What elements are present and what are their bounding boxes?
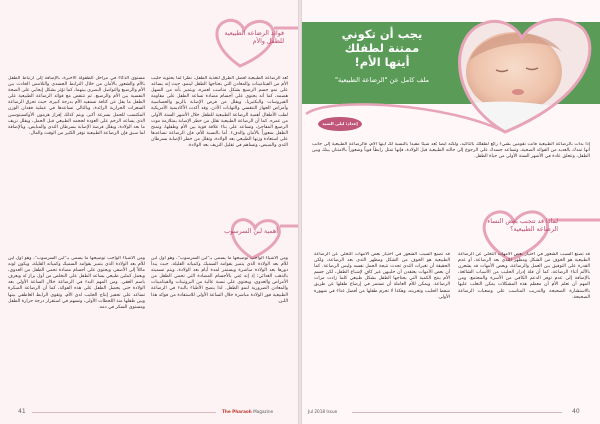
colostrum-column-right: ومن الأشياء الواجب توضيحها ما يسمى بـ"لبن السرسوب"، وهو أول لبن للأم بعد الولادة الذي يتميز بقوامه السميك وكمياته القليلة، حيث يبدأ دورها بعد الولادة مباشرة ويستمر لمدة أيام بعد الولادة، ويتم تسميته بالذهب الغذائي؛ إذ إنه غني بالأجسام المضادة التي تحمي الطفل من الأمراض والعدوى، ويحتوي على نسبة عالية من البروتينات والفيتامينات والمعادن الضرورية لنمو الطفل. لذا ينصح الأطباء بالبدء في الرضاعة الطبيعية فور الولادة مباشرة خلال الساعة الأولى للاستفادة من فوائد هذا اللبن. [151, 256, 288, 304]
hero-title-line1: يجب أن تكوني [341, 27, 423, 41]
magazine-brand [222, 409, 273, 414]
heart-outline-decoration-2 [226, 214, 300, 262]
footer-rule-right [352, 412, 562, 413]
colostrum-column-left: ومن الأشياء الواجب توضيحها ما يسمى بـ"لبن السرسوب"، وهو أول لبن للأم بعد الولادة الذي يتميز بقوامه السميك وكمياته القليلة، ويكون لونه مائلاً إلى الأصفر، ويحتوي على أجسام مضادة تحمي الطفل من العدوى، ويعمل كملين طبيعي يساعد الطفل على التخلص من أول براز له ويعرف باسم العقي. ومن المهم البدء في الرضاعة خلال الساعة الأولى بعد الولادة حتى يحصل الطفل على هذه الفوائد، كما أن الرضاعة المبكرة تساعد على تحفيز إنتاج الحليب لدى الأم، وتقوي الرابط العاطفي بينها وبين طفلها منذ اللحظات الأولى، وتسهم في استقرار درجة حرارة الطفل ومستوى السكر في دمه. [8, 256, 145, 310]
hero-banner [300, 0, 600, 140]
right-page [300, 0, 600, 424]
left-footer [0, 408, 300, 418]
avoid-column-right: قد تصنع السبب الشعور في اختيار بعض الأمهات التخلي عن الرضاعة الطبيعية هو الخوف من الشكل ومظهر الثدي بعد الرضاعة، أو عدم القدرة على التوفيق بين العمل والرضاعة، وبعض الأمهات قد يشعرن بالألم أثناء الرضاعة، كما أن قلة إدرار الحليب من الأسباب الشائعة، بالإضافة إلى عدم توفر الدعم الكافي من الأسرة والمجتمع. ومن المهم أن تعلم الأم أن معظم هذه المشكلات يمكن التغلب عليها بالاستشارة الصحيحة والتدريب المناسب على وضعيات الرضاعة الصحيحة. [458, 252, 590, 300]
section-heading-avoid: لماذا قد تتجنب بعض النساء الرضاعة الطبيعية؟ [487, 218, 558, 233]
benefits-column-right: تُعد الرضاعة الطبيعية أفضل الطرق لتغذية الطفل، نظراً لما يحتويه حليب الأم من الفيتامينات والمعادن التي يحتاجها الطفل لينمو، حيث إنه يساعد على نمو جسم الرضيع بشكل مناسب لعمره، ويتميز بأنه من السهل هضمه، كما أنه يحتوي على أجسام مضادة تساعد الطفل على مقاومة الفيروسات والبكتيريا، ويقلل من فرص الإصابة بالربو والحساسية وأمراض الجهاز التنفسي والتهابات الأذن. وقد أكدت الأكاديمية الأمريكية لطب الأطفال أهمية الرضاعة الطبيعية للطفل خلال الأشهر الستة الأولى من عمره. كما أن الرضاعة الطبيعية تقلل من خطر الإصابة بمتلازمة موت الرضيع المفاجئ، وتساعد على بناء علاقة قوية بين الأم وطفلها، وتمنح الطفل شعوراً بالأمان والدفء. أما بالنسبة للأم، فإن الرضاعة تساعدها على استعادة وزنها الطبيعي بعد الولادة، وتقلل من خطر الإصابة بسرطان الثدي والمبيض، وتساهم في تقليل النزيف بعد الولادة. [151, 76, 288, 149]
intro-paragraph: إذا بدأت بالرضاعة الطبيعية فأنت تقومين بشيء رائع لطفلك بالتأكيد، ولكنه أيضاً يُعد شيئاً مفيداً بالنسبة لك أيتها الأم، فالرضاعة الطبيعية إلى جانب أنها تمدك بالعديد من الفوائد الصحية، وتساعد جسدك على الرجوع إلى حالته الطبيعية قبل الولادة، فإنها تمثل رابطاً قوياً وشعوراً بالامتنان بينك وبين الطفل، وتتعلق عادة في الأشهر الستة الأولى من حياة الطفل. [312, 142, 590, 160]
issue-label: Jul 2018 Issue [308, 409, 338, 414]
footer-rule [32, 412, 216, 413]
page-number-left: 41 [18, 408, 26, 415]
magazine-brand-suffix: Magazine [253, 409, 274, 414]
hero-title-line3: أيتها الأم! [354, 55, 410, 69]
benefits-column-left: مستوى الذكاء في مراحل الطفولة الأخيرة، بالإضافة إلى ارتباط الطفل بالأم والشعور بالأمان من خلال الترابط الجسدي والتلامس الحادث بين الأم والرضيع والتواصل البصري بينهما، كما تؤثر بشكل إيجابي على الصحة النفسية بين الأم والرضيع. ثم تنتقض مع فوائد الرضاعة الطبيعية على الطفل ما يقل عن كثافة تستفيد الأم بدرجة كبيرة، حيث تحرق الرضاعة السعرات الحرارية الزائدة، وبالتالي تساعدها في عملية فقدان الوزن المكتسب للحمل بسرعة أكبر، ويتم كذلك إفراز هرمون الأوكسيتوسين الذي يساعد الرحم على العودة لحجمه الطبيعي قبل الحمل، ويقلل نزيف ما بعد الولادة، ويقلل فرصة الإصابة بسرطان الثدي والمبايض، وبالإضافة لما سبق فإن الرضاعة الطبيعية توفر الكثير من الوقت والمال. [8, 76, 145, 136]
section-heading-benefits: فوائد الرضاعة الطبيعية للطفل والأم [224, 30, 284, 45]
author-credit: إعداد: ليلى السيد [322, 121, 358, 126]
hero-title-line2: ممتنة لطفلك [344, 41, 420, 55]
page-number-right: 40 [572, 408, 580, 415]
avoid-column-left: قد تصنع السبب الشعور في اختيار بعض الأمهات التخلي عن الرضاعة الطبيعية هو الخوف من الشكل ومظهر الثدي بعد الرضاعة، ولكن الحقيقة أن تغيرات الثدي تحدث نتيجة الحمل نفسه وليس الرضاعة. كما أن بعض الأمهات يعتقدن أن حليبهن غير كافٍ لإشباع الطفل، لكن جسم الأم ينتج الكمية التي يحتاجها الطفل بشكل طبيعي كلما زادت مرات الرضاعة. ويمكن للأم العاملة أن تستمر في إرضاع طفلها عن طريق شفط الحليب وتخزينه، وهكذا لا تحرم طفلها من أفضل غذاء في شهوره الأولى. [314, 252, 450, 300]
spine-gutter [298, 0, 302, 424]
section-heading-colostrum: أهمية لبن السرسوب [224, 228, 278, 235]
hero-subtitle: ملف كامل عن "الرضاعة الطبيعية" [334, 76, 430, 84]
right-footer [300, 408, 600, 418]
magazine-brand-name: The Pharaoh [222, 409, 252, 414]
